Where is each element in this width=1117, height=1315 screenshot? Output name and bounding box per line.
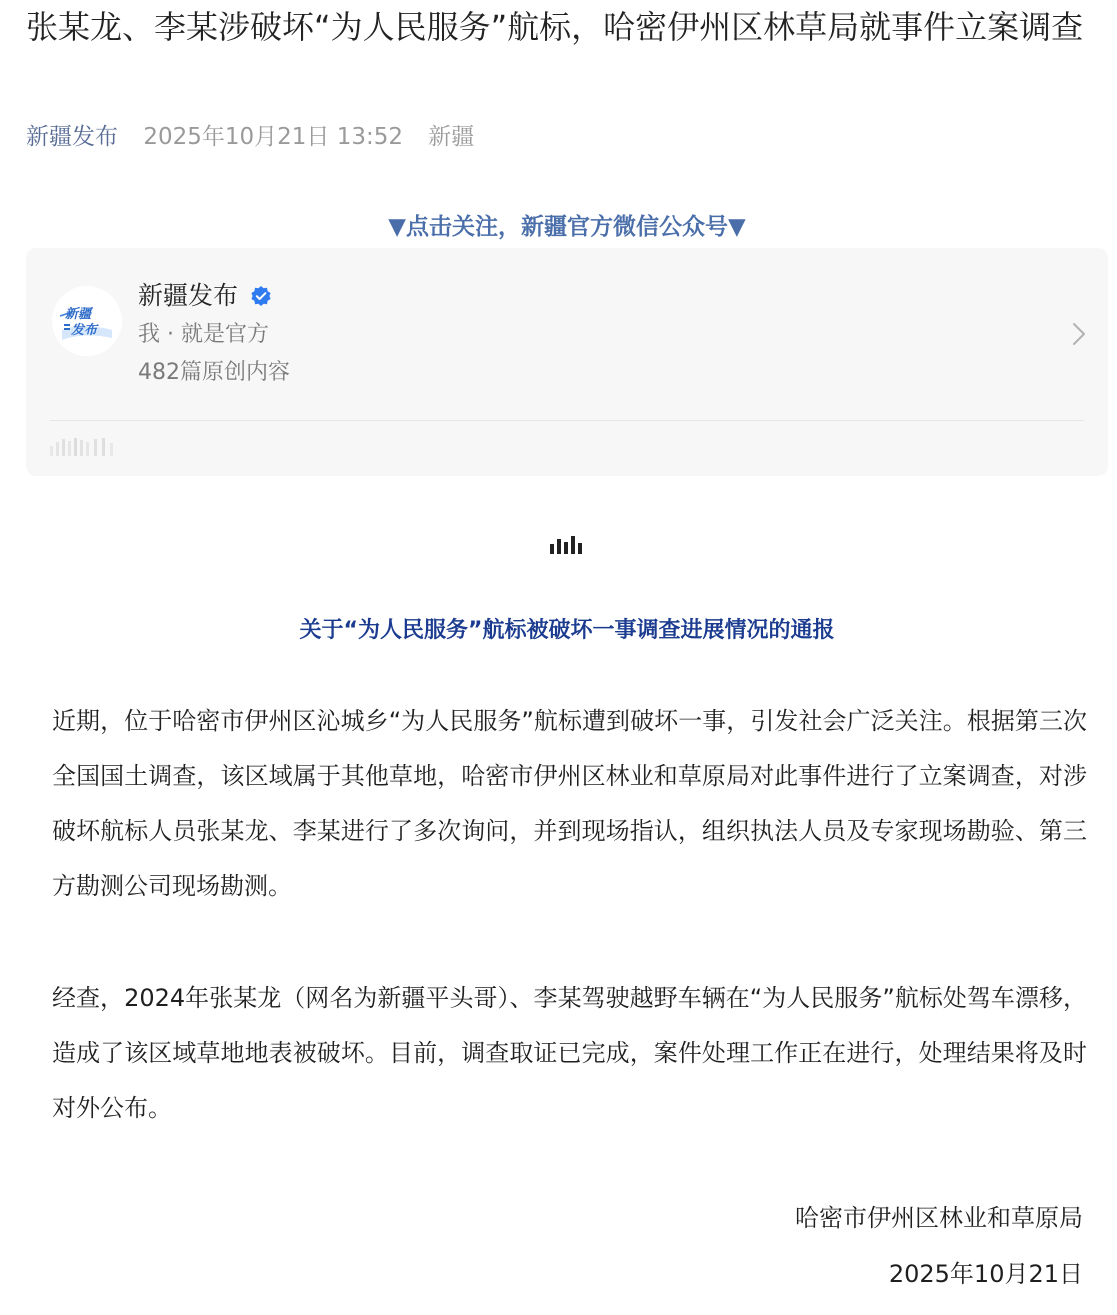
follow-prompt: ▼点击关注，新疆官方微信公众号▼ — [388, 214, 746, 240]
audio-bars-icon — [50, 436, 114, 458]
publish-time: 2025年10月21日 13:52 — [143, 124, 403, 150]
account-article-count: 482篇原创内容 — [138, 360, 290, 385]
signature-organization: 哈密市伊州区林业和草原局 — [795, 1204, 1083, 1232]
signature-date: 2025年10月21日 — [888, 1260, 1083, 1288]
region-label: 新疆 — [428, 124, 475, 150]
article-meta — [26, 120, 474, 154]
card-divider — [50, 420, 1084, 421]
account-name: 新疆发布 — [138, 281, 239, 310]
notice-paragraph-2: 经查，2024年张某龙（网名为新疆平头哥）、李某驾驶越野车辆在“为人民服务”航标处驾车漂移，造成了该区域草地地表被破坏。目前，调查取证已完成，案件处理工作正在进行，处理结果将及时对外公布。 — [52, 984, 1087, 1122]
account-card[interactable] — [26, 248, 1108, 476]
account-description: 我 · 就是官方 — [138, 322, 269, 347]
notice-paragraph-1: 近期，位于哈密市伊州区沁城乡“为人民服务”航标遭到破坏一事，引发社会广泛关注。根据第三次全国国土调查，该区域属于其他草地，哈密市伊州区林业和草原局对此事件进行了立案调查，对涉破坏航标人员张某龙、李某进行了多次询问，并到现场指认，组织执法人员及专家现场勘验、第三方勘测公司现场勘测。 — [52, 707, 1087, 900]
svg-text:新疆: 新疆 — [65, 307, 92, 322]
article-title: 张某龙、李某涉破坏“为人民服务”航标，哈密伊州区林草局就事件立案调查 — [26, 8, 1084, 46]
xinjiang-fabu-logo-icon — [52, 286, 122, 356]
notice-heading: 关于“为人民服务”航标被破坏一事调查进展情况的通报 — [299, 618, 835, 643]
section-divider-icon — [548, 536, 586, 554]
svg-text:发布: 发布 — [71, 323, 98, 338]
author-link[interactable]: 新疆发布 — [26, 124, 118, 150]
chevron-right-icon[interactable] — [1072, 322, 1086, 346]
verified-badge-icon — [250, 285, 272, 307]
